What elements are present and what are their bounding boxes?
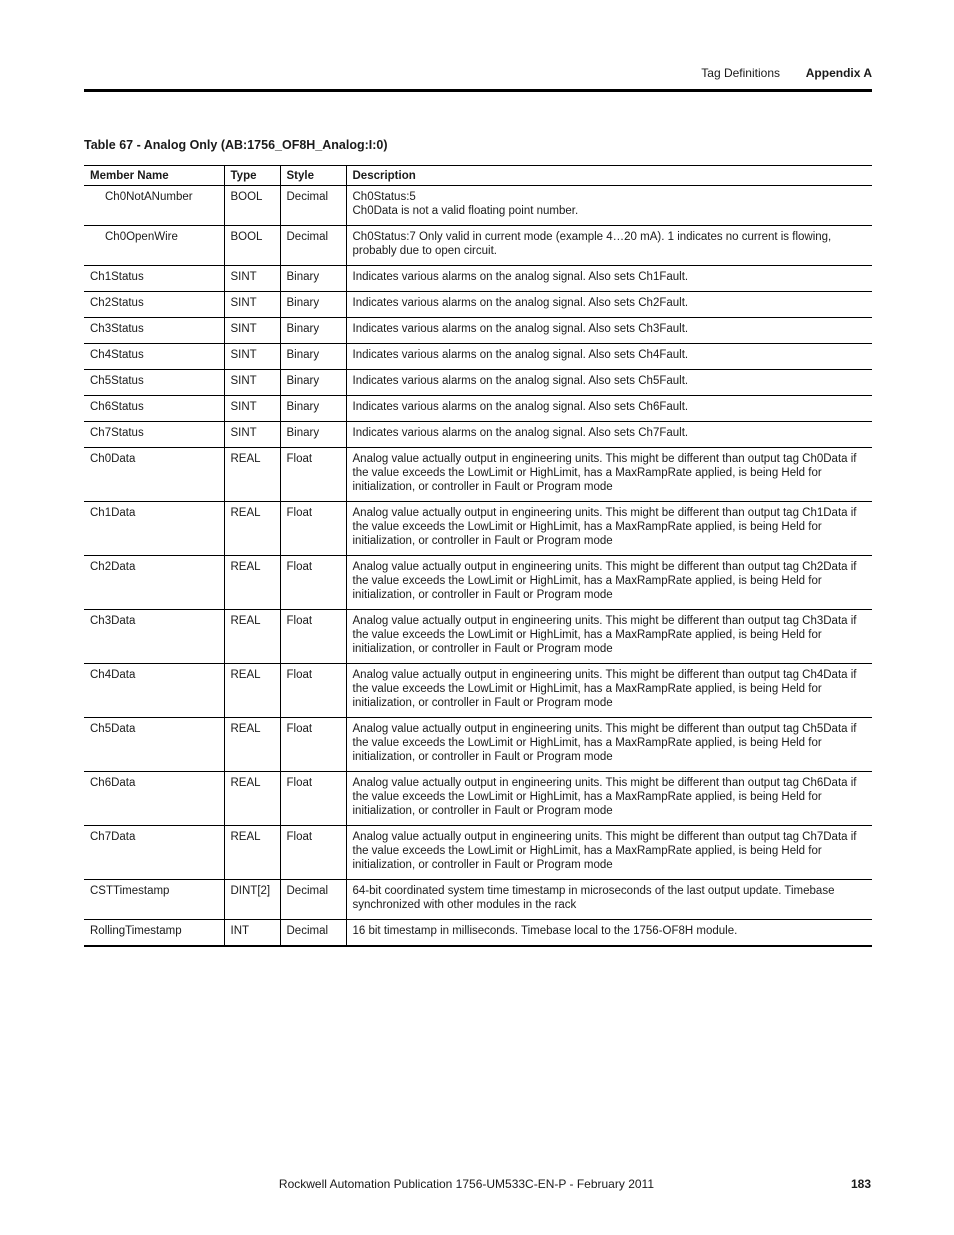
style-cell: Float <box>280 826 346 880</box>
type-cell: SINT <box>224 370 280 396</box>
table-row <box>84 610 872 664</box>
style-cell: Float <box>280 556 346 610</box>
table-row <box>84 318 872 344</box>
type-cell: REAL <box>224 610 280 664</box>
table-row <box>84 718 872 772</box>
type-cell: REAL <box>224 718 280 772</box>
description-cell <box>346 556 872 610</box>
member-name-cell: Ch4Data <box>90 669 136 681</box>
description-line: Analog value actually output in engineering units. This might be different than output tag Ch4Data if the value exceeds the LowLimit or HighLimit, has a MaxRampRate applied, is being Held for initialization, or controller in Fault or Program mode <box>352 669 857 709</box>
description-line: Ch0Status:7 Only valid in current mode (example 4…20 mA). 1 indicates no current is flowing, probably due to open circuit. <box>352 231 832 257</box>
member-name-cell: Ch2Data <box>90 561 136 573</box>
description-cell <box>346 826 872 880</box>
table-row <box>84 370 872 396</box>
description-cell <box>346 448 872 502</box>
style-cell: Float <box>280 718 346 772</box>
description-cell <box>346 610 872 664</box>
member-name-cell: Ch1Data <box>90 507 136 519</box>
table-row <box>84 266 872 292</box>
member-name-cell: Ch0OpenWire <box>105 231 178 243</box>
description-cell <box>346 226 872 266</box>
type-cell: DINT[2] <box>224 880 280 920</box>
description-cell <box>346 772 872 826</box>
description-cell <box>346 920 872 947</box>
member-name-cell: RollingTimestamp <box>90 925 182 937</box>
member-name-cell: Ch3Status <box>90 323 144 335</box>
table-row <box>84 664 872 718</box>
description-cell <box>346 880 872 920</box>
header-appendix-label: Appendix A <box>805 66 872 80</box>
description-line: Analog value actually output in engineering units. This might be different than output tag Ch5Data if the value exceeds the LowLimit or HighLimit, has a MaxRampRate applied, is being Held for initialization, or controller in Fault or Program mode <box>352 723 857 763</box>
table-row <box>84 396 872 422</box>
description-cell <box>346 422 872 448</box>
member-name-cell: Ch3Data <box>90 615 136 627</box>
table-row <box>84 186 872 226</box>
style-cell: Decimal <box>280 186 346 226</box>
description-line: Indicates various alarms on the analog signal. Also sets Ch3Fault. <box>352 323 689 335</box>
table-row <box>84 826 872 880</box>
style-cell: Float <box>280 502 346 556</box>
type-cell: REAL <box>224 772 280 826</box>
type-cell: BOOL <box>224 186 280 226</box>
table-body <box>84 186 872 947</box>
type-cell: SINT <box>224 292 280 318</box>
header-section-title: Tag Definitions <box>701 66 780 80</box>
member-name-cell: Ch4Status <box>90 349 144 361</box>
description-line: Analog value actually output in engineering units. This might be different than output tag Ch0Data if the value exceeds the LowLimit or HighLimit, has a MaxRampRate applied, is being Held for initialization, or controller in Fault or Program mode <box>352 453 857 493</box>
table-title: Table 67 - Analog Only (AB:1756_OF8H_Analog:I:0) <box>84 138 388 152</box>
description-line: 64-bit coordinated system time timestamp in microseconds of the last output update. Timebase synchronized with other modules in the rack <box>352 885 835 911</box>
description-line: Indicates various alarms on the analog signal. Also sets Ch5Fault. <box>352 375 689 387</box>
type-cell: SINT <box>224 344 280 370</box>
type-cell: SINT <box>224 266 280 292</box>
description-line: Indicates various alarms on the analog signal. Also sets Ch2Fault. <box>352 297 689 309</box>
type-cell: INT <box>224 920 280 947</box>
type-cell: SINT <box>224 396 280 422</box>
column-header-type: Type <box>224 166 280 186</box>
type-cell: SINT <box>224 422 280 448</box>
table-header-row <box>84 166 872 186</box>
member-name-cell: Ch0Data <box>90 453 136 465</box>
table-row <box>84 344 872 370</box>
page-number: 183 <box>850 1177 871 1191</box>
style-cell: Float <box>280 772 346 826</box>
style-cell: Binary <box>280 396 346 422</box>
table-row <box>84 422 872 448</box>
table-row <box>84 920 872 947</box>
type-cell: REAL <box>224 502 280 556</box>
description-cell <box>346 502 872 556</box>
member-name-cell: CSTTimestamp <box>90 885 170 897</box>
member-name-cell: Ch5Status <box>90 375 144 387</box>
style-cell: Decimal <box>280 880 346 920</box>
description-cell <box>346 186 872 226</box>
member-name-cell: Ch0NotANumber <box>105 191 193 203</box>
description-cell <box>346 318 872 344</box>
description-line: Indicates various alarms on the analog signal. Also sets Ch4Fault. <box>352 349 689 361</box>
description-line: Analog value actually output in engineering units. This might be different than output tag Ch2Data if the value exceeds the LowLimit or HighLimit, has a MaxRampRate applied, is being Held for initialization, or controller in Fault or Program mode <box>352 561 857 601</box>
description-line: Indicates various alarms on the analog signal. Also sets Ch1Fault. <box>352 271 689 283</box>
style-cell: Binary <box>280 318 346 344</box>
style-cell: Float <box>280 664 346 718</box>
description-line: 16 bit timestamp in milliseconds. Timebase local to the 1756-OF8H module. <box>352 925 738 937</box>
type-cell: REAL <box>224 556 280 610</box>
description-line: Indicates various alarms on the analog signal. Also sets Ch6Fault. <box>352 401 689 413</box>
description-line: Indicates various alarms on the analog signal. Also sets Ch7Fault. <box>352 427 689 439</box>
style-cell: Binary <box>280 422 346 448</box>
member-name-cell: Ch1Status <box>90 271 144 283</box>
description-cell <box>346 718 872 772</box>
member-name-cell: Ch7Data <box>90 831 136 843</box>
table-row <box>84 292 872 318</box>
page-header <box>84 66 872 82</box>
description-line: Ch0Data is not a valid floating point number. <box>352 205 579 217</box>
style-cell: Float <box>280 448 346 502</box>
description-cell <box>346 344 872 370</box>
style-cell: Decimal <box>280 920 346 947</box>
style-cell: Float <box>280 610 346 664</box>
member-name-cell: Ch6Data <box>90 777 136 789</box>
description-line: Analog value actually output in engineering units. This might be different than output tag Ch6Data if the value exceeds the LowLimit or HighLimit, has a MaxRampRate applied, is being Held for initialization, or controller in Fault or Program mode <box>352 777 857 817</box>
description-line: Ch0Status:5 <box>352 191 416 203</box>
member-name-cell: Ch6Status <box>90 401 144 413</box>
style-cell: Binary <box>280 370 346 396</box>
table-row <box>84 502 872 556</box>
table-row <box>84 556 872 610</box>
type-cell: REAL <box>224 826 280 880</box>
description-line: Analog value actually output in engineering units. This might be different than output tag Ch7Data if the value exceeds the LowLimit or HighLimit, has a MaxRampRate applied, is being Held for initialization, or controller in Fault or Program mode <box>352 831 857 871</box>
description-cell <box>346 266 872 292</box>
description-cell <box>346 396 872 422</box>
table-row <box>84 880 872 920</box>
table-row <box>84 226 872 266</box>
member-name-cell: Ch7Status <box>90 427 144 439</box>
style-cell: Binary <box>280 292 346 318</box>
description-line: Analog value actually output in engineering units. This might be different than output tag Ch3Data if the value exceeds the LowLimit or HighLimit, has a MaxRampRate applied, is being Held for initialization, or controller in Fault or Program mode <box>352 615 857 655</box>
header-rule <box>84 89 872 92</box>
footer-publication: Rockwell Automation Publication 1756-UM533C-EN-P - February 2011 <box>278 1177 654 1191</box>
description-cell <box>346 292 872 318</box>
description-line: Analog value actually output in engineering units. This might be different than output tag Ch1Data if the value exceeds the LowLimit or HighLimit, has a MaxRampRate applied, is being Held for initialization, or controller in Fault or Program mode <box>352 507 857 547</box>
description-cell <box>346 370 872 396</box>
type-cell: BOOL <box>224 226 280 266</box>
type-cell: REAL <box>224 448 280 502</box>
style-cell: Binary <box>280 344 346 370</box>
tag-definitions-table <box>84 165 872 947</box>
table-row <box>84 772 872 826</box>
column-header-style: Style <box>280 166 346 186</box>
member-name-cell: Ch5Data <box>90 723 136 735</box>
column-header-member-name: Member Name <box>90 170 169 182</box>
type-cell: REAL <box>224 664 280 718</box>
style-cell: Binary <box>280 266 346 292</box>
table-row <box>84 448 872 502</box>
type-cell: SINT <box>224 318 280 344</box>
style-cell: Decimal <box>280 226 346 266</box>
member-name-cell: Ch2Status <box>90 297 144 309</box>
description-cell <box>346 664 872 718</box>
column-header-description: Description <box>346 166 872 186</box>
